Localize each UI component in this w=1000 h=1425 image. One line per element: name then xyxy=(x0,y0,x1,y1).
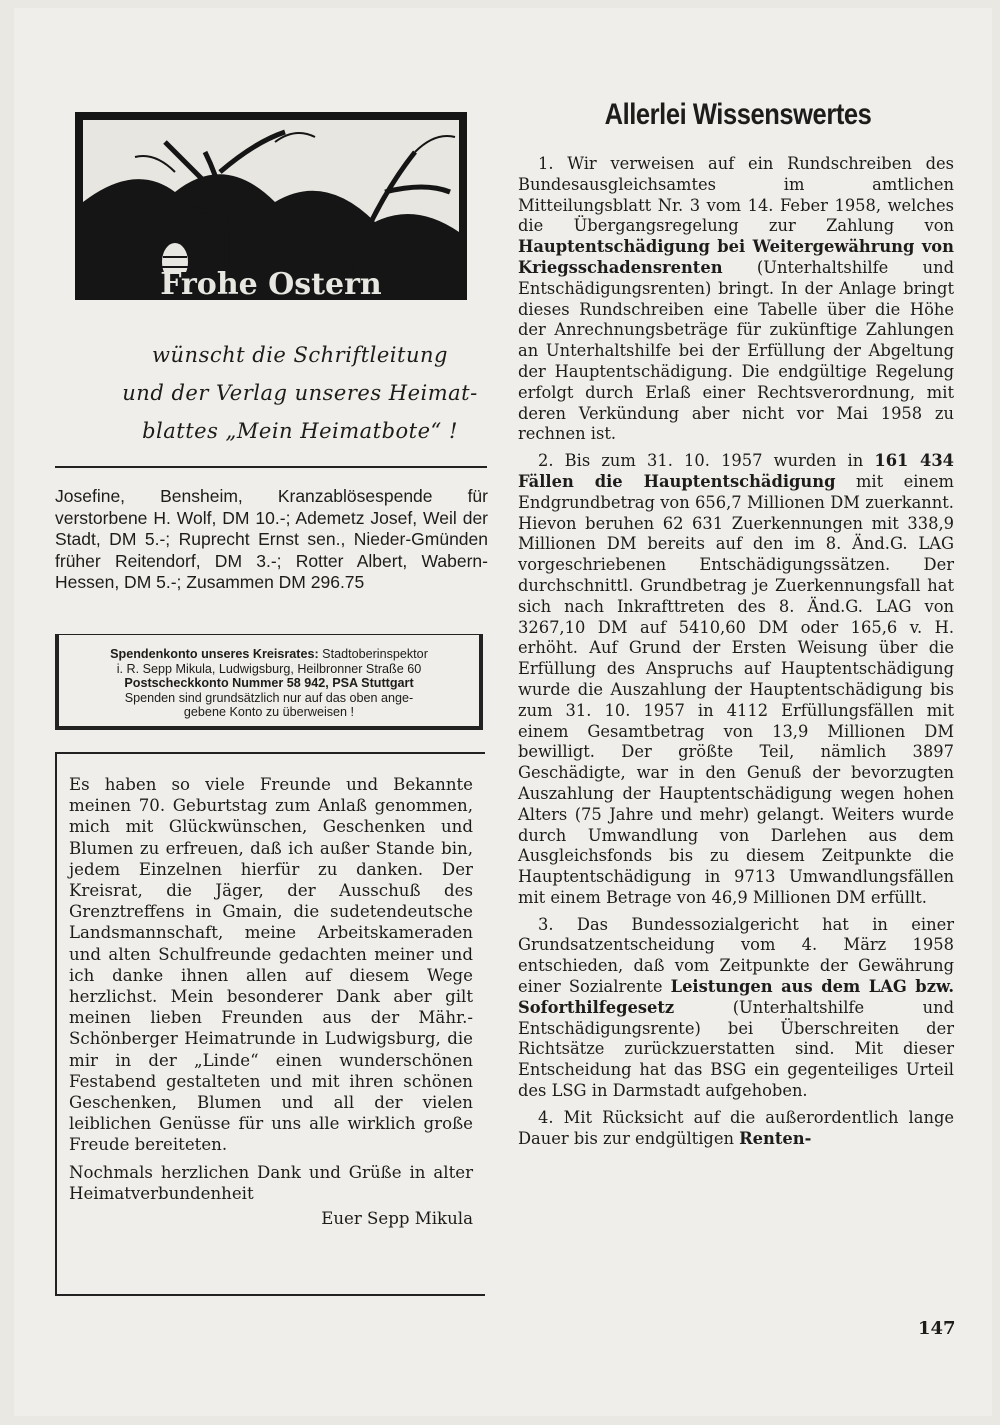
divider xyxy=(55,466,487,468)
article-paragraph: 1. Wir verweisen auf ein Rundschreiben des Bundesausgleichsamtes im amtlichen Mitteilungsblatt Nr. 3 vom 14. Feber 1958, welches die Übergangsregelung zur Zahlung von Hauptentschädigung bei Weitergewährung von Kriegsschadensrenten (Unterhaltshilfe und Entschädigungsrenten) bringt. In der Anlage bringt dieses Rundschreiben eine Tabelle über die Höhe der Anrechnungsbeträge für zukünftige Zahlungen an Unterhaltshilfe bei der Erfüllung der Abgeltung der Hauptentschädigung. Die endgültige Regelung erfolgt durch Erlaß einer Rechtsverordnung, mit deren Verkündung aber nicht vor Mai 1958 zu rechnen ist. xyxy=(518,154,954,444)
account-holder: Stadtoberinspektor xyxy=(318,647,428,661)
donation-list: Josefine, Bensheim, Kranzablösespende für verstorbene H. Wolf, DM 10.-; Ademetz Josef, Weil der Stadt, DM 5.-; Ruprecht Ernst sen., Nieder-Gmünden früher Reitendorf, DM 3.-; Rotter Albert, Wabern-Hessen, DM 5.-; Zusammen DM 296.75 xyxy=(55,486,488,592)
greeting-line: und der Verlag unseres Heimat- xyxy=(122,381,478,405)
article-paragraph: 4. Mit Rücksicht auf die außerordentlich lange Dauer bis zur endgültigen Renten- xyxy=(518,1107,954,1148)
donation-account-box xyxy=(55,634,483,730)
thank-you-notice xyxy=(55,752,485,1296)
easter-banner-text: Frohe Ostern xyxy=(160,267,382,300)
account-label: Spendenkonto unseres Kreisrates: xyxy=(110,647,319,661)
article-body xyxy=(518,154,954,1155)
greeting-line: blattes „Mein Heimatbote“ ! xyxy=(142,419,458,443)
account-address: i. R. Sepp Mikula, Ludwigsburg, Heilbronner Straße 60 xyxy=(116,661,422,676)
account-note: gebene Konto zu überweisen ! xyxy=(183,705,355,719)
account-number: Postscheckkonto Nummer 58 942, PSA Stuttgart xyxy=(124,676,414,690)
article-title: Allerlei Wissenswertes xyxy=(604,98,872,131)
article-paragraph: 3. Das Bundessozialgericht hat in einer Grundsatzentscheidung vom 4. März 1958 entschieden, daß vom Zeitpunkte der Gewährung einer Sozialrente Leistungen aus dem LAG bzw. Soforthilfegesetz (Unterhaltshilfe und Entschädigungsrente) bei Überschreiten der Richtsätze zurückzuerstatten sind. Mit dieser Entscheidung hat das BSG ein gegenteiliges Urteil des LSG in Darmstadt aufgehoben. xyxy=(518,914,954,1101)
article-paragraph: 2. Bis zum 31. 10. 1957 wurden in 161 434 Fällen die Hauptentschädigung mit einem Endgrundbetrag von 656,7 Millionen DM zuerkannt. Hievon beruhen 62 631 Zuerkennungen mit 338,9 Millionen DM bereits auf den im 8. Änd.G. LAG vorgeschriebenen Entschädigungssätzen. Der durchschnittl. Grundbetrag je Zuerkennungsfall hat sich nach Inkrafttreten des 8. Änd.G. LAG von 3267,10 DM auf 5410,60 DM oder 165,6 v. H. erhöht. Auf Grund der Ersten Weisung über die Erfüllung des Anspruchs auf Hauptentschädigung wurde die Auszahlung der Hauptentschädigung bis zum 31. 10. 1957 in 4112 Erfüllungsfällen mit einem Gesamtbetrag von 13,9 Millionen DM bewilligt. Der größte Teil, nämlich 3897 Geschädigte, war in den Genuß der bevorzugten Auszahlung der Hauptentschädigung wegen hohen Alters (75 Jahre und mehr) gelangt. Weiters wurde durch Umwandlung von Darlehen aus dem Ausgleichsfonds bis zu diesem Zeitpunkte die Hauptentschädigung in 9713 Umwandlungsfällen mit einem Betrage von 46,9 Millionen DM erfüllt. xyxy=(518,451,954,907)
account-note: Spenden sind grundsätzlich nur auf das oben ange- xyxy=(124,690,414,705)
thank-you-paragraph: Es haben so viele Freunde und Bekannte meinen 70. Geburtstag zum Anlaß genommen, mich mit Glückwünschen, Geschenken und Blumen zu erfreuen, daß ich außer Stande bin, jedem Einzelnen hierfür zu danken. Der Kreisrat, die Jäger, der Ausschuß des Grenztreffens in Gmain, die sudetendeutsche Landsmannschaft, meine Arbeitskameraden und alten Schulfreunde gedachten meiner und ich danke ihnen allen auf diesem Wege herzlichst. Mein besonderer Dank aber gilt meinen lieben Freunden aus der Mähr.-Schönberger Heimatrunde in Ludwigsburg, die mir in der „Linde“ einen wunderschönen Festabend gestalteten und mit ihren schönen Geschenken, Blumen und all der vielen leiblichen Genüsse für uns alle wirklich große Freude bereiteten. xyxy=(69,775,473,1155)
greeting-line: wünscht die Schriftleitung xyxy=(152,343,448,367)
easter-greeting xyxy=(110,336,490,450)
thank-you-closing: Nochmals herzlichen Dank und Grüße in alter Heimatverbundenheit xyxy=(69,1162,473,1203)
easter-illustration xyxy=(75,112,467,300)
signature: Euer Sepp Mikula xyxy=(321,1209,473,1229)
page-number: 147 xyxy=(918,1318,956,1339)
